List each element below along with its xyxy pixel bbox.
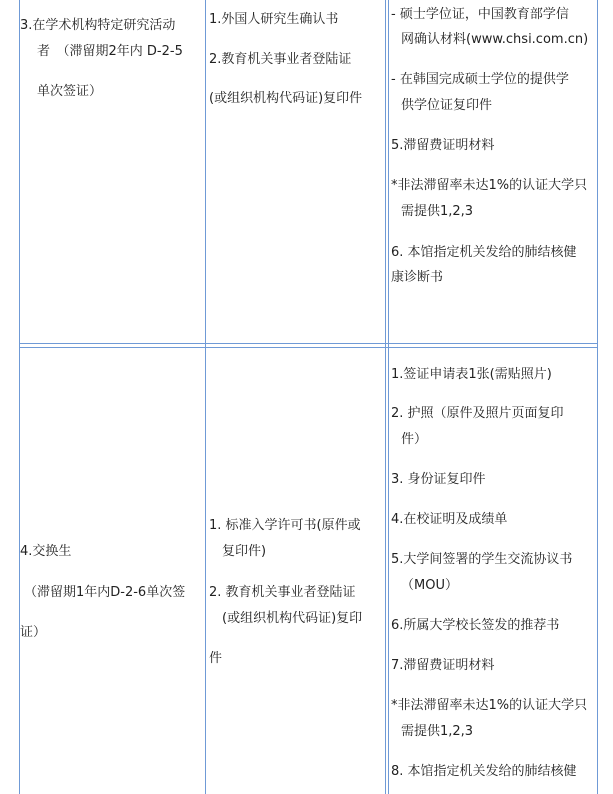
personal-doc-item: - 在韩国完成硕士学位的提供学 bbox=[391, 72, 569, 87]
personal-doc-item: 需提供1,2,3 bbox=[401, 724, 474, 739]
personal-doc-item: - 硕士学位证，中国教育部学信 bbox=[391, 7, 569, 22]
visa-category-line: 4.交换生 bbox=[20, 544, 72, 559]
personal-doc-item: *非法滞留率未达1%的认证大学只 bbox=[391, 178, 588, 193]
school-doc-item: 2.教育机关事业者登陆证 bbox=[209, 52, 352, 67]
visa-category-line: 证） bbox=[20, 625, 47, 640]
personal-doc-item: 5.大学间签署的学生交流协议书 bbox=[391, 552, 573, 567]
visa-category-line: （滞留期1年内D-2-6单次签 bbox=[24, 585, 186, 600]
personal-doc-item: 4.在校证明及成绩单 bbox=[391, 512, 508, 527]
school-doc-item: 2. 教育机关事业者登陆证 bbox=[209, 585, 356, 600]
personal-doc-item: 8. 本馆指定机关发给的肺结核健 bbox=[391, 764, 577, 779]
personal-doc-item: 3. 身份证复印件 bbox=[391, 472, 486, 487]
school-doc-item: (或组织机构代码证)复印件 bbox=[209, 91, 363, 106]
personal-doc-item: 件） bbox=[401, 432, 428, 447]
personal-doc-item: 6.所属大学校长签发的推荐书 bbox=[391, 618, 560, 633]
school-doc-item: 1.外国人研究生确认书 bbox=[209, 12, 339, 27]
table-border-col2b bbox=[388, 0, 389, 794]
personal-doc-item: 6. 本馆指定机关发给的肺结核健 bbox=[391, 245, 577, 260]
personal-doc-item: 7.滞留费证明材料 bbox=[391, 658, 495, 673]
personal-doc-item: 5.滞留费证明材料 bbox=[391, 138, 495, 153]
personal-doc-item: 供学位证复印件 bbox=[401, 98, 493, 113]
school-doc-item: 复印件) bbox=[222, 544, 267, 559]
personal-doc-item: 1.签证申请表1张(需贴照片) bbox=[391, 367, 552, 382]
row-divider bbox=[19, 347, 598, 348]
table-border-left bbox=[19, 0, 20, 794]
school-doc-item: 1. 标准入学许可书(原件或 bbox=[209, 518, 361, 533]
personal-doc-item: 2. 护照（原件及照片页面复印 bbox=[391, 406, 564, 421]
row-divider bbox=[19, 343, 598, 344]
personal-doc-item: 需提供1,2,3 bbox=[401, 204, 474, 219]
school-doc-item: (或组织机构代码证)复印 bbox=[222, 611, 363, 626]
visa-category-line: 单次签证） bbox=[37, 84, 103, 99]
table-border-col2a bbox=[385, 0, 386, 794]
table-border-right bbox=[597, 0, 598, 794]
table-border-col1 bbox=[205, 0, 206, 794]
personal-doc-item: 康诊断书 bbox=[391, 270, 444, 285]
personal-doc-item: *非法滞留率未达1%的认证大学只 bbox=[391, 698, 588, 713]
visa-category-line: 者 （滞留期2年内 D-2-5 bbox=[37, 44, 183, 59]
school-doc-item: 件 bbox=[209, 651, 223, 666]
personal-doc-item: 网确认材料(www.chsi.com.cn) bbox=[401, 32, 589, 47]
personal-doc-item: （MOU） bbox=[401, 578, 458, 593]
visa-category-line: 3.在学术机构特定研究活动 bbox=[20, 18, 176, 33]
